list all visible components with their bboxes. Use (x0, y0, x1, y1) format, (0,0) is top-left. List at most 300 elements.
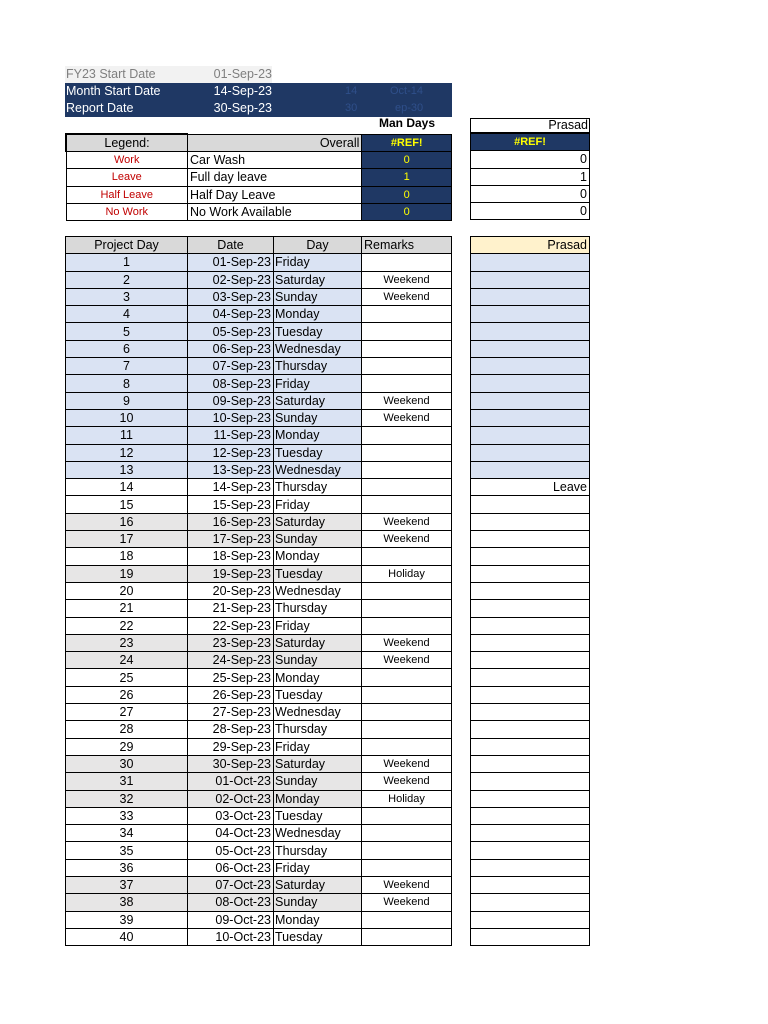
table-row (66, 876, 452, 893)
person-status-cell[interactable] (471, 582, 590, 599)
person-status-cell[interactable] (471, 531, 590, 548)
date-cell: 24-Sep-23 (188, 652, 274, 669)
day-cell: Friday (274, 496, 362, 513)
table-row (471, 773, 590, 790)
day-cell: Friday (274, 738, 362, 755)
project-day-cell: 16 (66, 513, 188, 530)
remarks-cell[interactable] (362, 427, 452, 444)
table-row (66, 392, 452, 409)
table-row (471, 911, 590, 928)
day-cell: Wednesday (274, 461, 362, 478)
remarks-cell[interactable]: Weekend (362, 755, 452, 772)
date-cell: 13-Sep-23 (188, 461, 274, 478)
person-status-cell[interactable] (471, 271, 590, 288)
person-status-cell[interactable] (471, 306, 590, 323)
day-cell: Saturday (274, 392, 362, 409)
project-day-cell: 6 (66, 340, 188, 357)
remarks-cell[interactable] (362, 825, 452, 842)
table-row (471, 876, 590, 893)
remarks-cell[interactable] (362, 582, 452, 599)
day-cell: Friday (274, 375, 362, 392)
table-row (66, 496, 452, 513)
person-status-cell[interactable] (471, 911, 590, 928)
table-row (471, 461, 590, 478)
person-status-cell[interactable] (471, 444, 590, 461)
table-row (471, 825, 590, 842)
date-cell: 07-Sep-23 (188, 358, 274, 375)
table-row (66, 444, 452, 461)
person-status-cell[interactable] (471, 686, 590, 703)
person-status-cell[interactable] (471, 600, 590, 617)
table-row (471, 409, 590, 426)
person-status-cell[interactable] (471, 427, 590, 444)
day-cell: Sunday (274, 531, 362, 548)
date-cell: 15-Sep-23 (188, 496, 274, 513)
month-start-label: Month Start Date (66, 84, 161, 98)
person-status-cell[interactable] (471, 721, 590, 738)
remarks-cell[interactable] (362, 496, 452, 513)
table-row (66, 652, 452, 669)
table-row (66, 704, 452, 721)
person-status-cell[interactable] (471, 928, 590, 945)
project-day-cell: 38 (66, 894, 188, 911)
day-cell: Tuesday (274, 686, 362, 703)
date-cell: 09-Sep-23 (188, 392, 274, 409)
table-row (471, 288, 590, 305)
table-row (471, 790, 590, 807)
remarks-cell[interactable] (362, 358, 452, 375)
person-status-cell[interactable] (471, 790, 590, 807)
day-cell: Sunday (274, 652, 362, 669)
date-cell: 18-Sep-23 (188, 548, 274, 565)
table-row (66, 928, 452, 945)
date-cell: 05-Oct-23 (188, 842, 274, 859)
date-cell: 10-Oct-23 (188, 928, 274, 945)
table-row (471, 807, 590, 824)
date-cell: 05-Sep-23 (188, 323, 274, 340)
remarks-cell[interactable] (362, 911, 452, 928)
legend-desc[interactable]: Full day leave (187, 169, 361, 186)
table-row (471, 496, 590, 513)
remarks-cell[interactable] (362, 617, 452, 634)
table-row (471, 548, 590, 565)
project-day-cell: 31 (66, 773, 188, 790)
remarks-cell[interactable] (362, 254, 452, 271)
remarks-cell[interactable] (362, 686, 452, 703)
table-row (471, 894, 590, 911)
day-cell: Thursday (274, 358, 362, 375)
project-day-cell: 29 (66, 738, 188, 755)
project-day-cell: 19 (66, 565, 188, 582)
table-row (471, 254, 590, 271)
remarks-cell[interactable]: Weekend (362, 288, 452, 305)
day-cell: Wednesday (274, 704, 362, 721)
fy-start-value[interactable]: 01-Sep-23 (187, 66, 272, 83)
table-row (471, 652, 590, 669)
table-row (471, 686, 590, 703)
day-cell: Tuesday (274, 928, 362, 945)
table-row (66, 323, 452, 340)
table-row (66, 375, 452, 392)
project-day-cell: 25 (66, 669, 188, 686)
person-status-cell[interactable] (471, 825, 590, 842)
project-day-cell: 1 (66, 254, 188, 271)
legend-code-no-work: No Work (66, 203, 187, 220)
remarks-cell[interactable] (362, 461, 452, 478)
project-day-cell: 30 (66, 755, 188, 772)
table-row (66, 721, 452, 738)
project-day-cell: 33 (66, 807, 188, 824)
person-total: #REF! (471, 134, 590, 151)
person-count: 1 (471, 168, 590, 185)
table-row (66, 531, 452, 548)
remarks-cell[interactable]: Weekend (362, 876, 452, 893)
table-row (471, 375, 590, 392)
person-status-cell[interactable] (471, 773, 590, 790)
person-status-cell[interactable] (471, 358, 590, 375)
legend-desc[interactable]: Car Wash (187, 152, 361, 169)
report-date-value[interactable]: 30-Sep-23 (213, 101, 272, 115)
legend-code-leave: Leave (66, 169, 187, 186)
day-cell: Thursday (274, 842, 362, 859)
remarks-cell[interactable]: Weekend (362, 634, 452, 651)
day-cell: Monday (274, 548, 362, 565)
person-status-cell[interactable] (471, 738, 590, 755)
project-day-cell: 15 (66, 496, 188, 513)
project-day-cell: 39 (66, 911, 188, 928)
table-row (66, 911, 452, 928)
remarks-cell[interactable]: Weekend (362, 409, 452, 426)
person-status-cell[interactable] (471, 288, 590, 305)
person-status-cell[interactable] (471, 894, 590, 911)
remarks-cell[interactable] (362, 807, 452, 824)
date-cell: 03-Oct-23 (188, 807, 274, 824)
remarks-cell[interactable] (362, 738, 452, 755)
table-row (66, 565, 452, 582)
date-cell: 04-Oct-23 (188, 825, 274, 842)
project-day-cell: 20 (66, 582, 188, 599)
table-row (471, 928, 590, 945)
day-cell: Sunday (274, 288, 362, 305)
person-status-cell[interactable] (471, 496, 590, 513)
date-cell: 26-Sep-23 (188, 686, 274, 703)
ghost-value: 30 (345, 102, 358, 114)
remarks-cell[interactable] (362, 859, 452, 876)
person-status-cell[interactable] (471, 565, 590, 582)
person-count: 0 (471, 203, 590, 220)
remarks-cell[interactable]: Holiday (362, 565, 452, 582)
day-cell: Sunday (274, 409, 362, 426)
date-cell: 12-Sep-23 (188, 444, 274, 461)
col-header-project-day: Project Day (66, 237, 188, 254)
legend-desc[interactable]: Half Day Leave (187, 186, 361, 203)
legend-code-half-leave: Half Leave (66, 186, 187, 203)
table-row (471, 669, 590, 686)
remarks-cell[interactable] (362, 479, 452, 496)
remarks-cell[interactable]: Weekend (362, 513, 452, 530)
date-cell: 01-Oct-23 (188, 773, 274, 790)
table-row (66, 686, 452, 703)
person-status-cell[interactable] (471, 323, 590, 340)
day-cell: Friday (274, 617, 362, 634)
date-cell: 01-Sep-23 (188, 254, 274, 271)
date-cell: 20-Sep-23 (188, 582, 274, 599)
table-row (471, 358, 590, 375)
date-cell: 19-Sep-23 (188, 565, 274, 582)
day-cell: Saturday (274, 634, 362, 651)
ghost-value: ep-30 (395, 102, 424, 114)
table-row (471, 427, 590, 444)
project-day-cell: 35 (66, 842, 188, 859)
project-day-cell: 26 (66, 686, 188, 703)
legend-desc[interactable]: No Work Available (187, 203, 361, 220)
table-row (66, 548, 452, 565)
day-cell: Monday (274, 306, 362, 323)
date-cell: 30-Sep-23 (188, 755, 274, 772)
date-cell: 29-Sep-23 (188, 738, 274, 755)
person-status-cell[interactable] (471, 634, 590, 651)
date-cell: 03-Sep-23 (188, 288, 274, 305)
overall-count: 0 (362, 152, 452, 169)
day-cell: Tuesday (274, 807, 362, 824)
day-cell: Thursday (274, 479, 362, 496)
schedule-table (65, 236, 452, 946)
remarks-cell[interactable]: Weekend (362, 773, 452, 790)
table-row (471, 531, 590, 548)
table-row (66, 358, 452, 375)
date-cell: 08-Oct-23 (188, 894, 274, 911)
remarks-cell[interactable] (362, 548, 452, 565)
report-date-label: Report Date (66, 101, 134, 115)
project-day-cell: 23 (66, 634, 188, 651)
person-status-cell[interactable] (471, 513, 590, 530)
remarks-cell[interactable]: Holiday (362, 790, 452, 807)
date-cell: 06-Oct-23 (188, 859, 274, 876)
person-status-cell[interactable] (471, 254, 590, 271)
project-day-cell: 9 (66, 392, 188, 409)
person-status-cell[interactable] (471, 669, 590, 686)
date-cell: 16-Sep-23 (188, 513, 274, 530)
person-status-cell[interactable] (471, 807, 590, 824)
col-header-person: Prasad (471, 237, 590, 254)
table-row (471, 582, 590, 599)
remarks-cell[interactable]: Weekend (362, 652, 452, 669)
project-day-cell: 8 (66, 375, 188, 392)
project-day-cell: 10 (66, 409, 188, 426)
person-summary-table (470, 133, 590, 220)
project-day-cell: 13 (66, 461, 188, 478)
person-count: 0 (471, 151, 590, 168)
table-row (66, 513, 452, 530)
project-day-cell: 24 (66, 652, 188, 669)
ghost-value: Oct-14 (390, 85, 424, 97)
project-day-cell: 28 (66, 721, 188, 738)
person-status-cell[interactable] (471, 704, 590, 721)
project-day-cell: 27 (66, 704, 188, 721)
remarks-cell[interactable]: Weekend (362, 392, 452, 409)
table-row (471, 513, 590, 530)
person-status-cell[interactable] (471, 859, 590, 876)
person-status-cell[interactable] (471, 375, 590, 392)
day-cell: Friday (274, 859, 362, 876)
table-row (66, 617, 452, 634)
remarks-cell[interactable] (362, 721, 452, 738)
person-status-cell[interactable] (471, 340, 590, 357)
day-cell: Saturday (274, 271, 362, 288)
remarks-cell[interactable] (362, 600, 452, 617)
day-cell: Monday (274, 790, 362, 807)
overall-count: 0 (362, 203, 452, 220)
remarks-cell[interactable] (362, 704, 452, 721)
table-row (471, 600, 590, 617)
table-row (471, 340, 590, 357)
table-row (66, 669, 452, 686)
person-status-cell[interactable] (471, 409, 590, 426)
day-cell: Sunday (274, 773, 362, 790)
table-row (66, 842, 452, 859)
person-status-cell[interactable] (471, 876, 590, 893)
project-day-cell: 2 (66, 271, 188, 288)
day-cell: Monday (274, 911, 362, 928)
overall-total: #REF! (362, 134, 452, 152)
day-cell: Sunday (274, 894, 362, 911)
day-cell: Saturday (274, 755, 362, 772)
table-row (66, 773, 452, 790)
day-cell: Thursday (274, 721, 362, 738)
project-day-cell: 37 (66, 876, 188, 893)
table-row (66, 582, 452, 599)
col-header-date: Date (188, 237, 274, 254)
person-status-cell[interactable]: Leave (471, 479, 590, 496)
remarks-cell[interactable]: Weekend (362, 531, 452, 548)
table-row (66, 254, 452, 271)
remarks-cell[interactable] (362, 375, 452, 392)
table-row (471, 755, 590, 772)
project-day-cell: 7 (66, 358, 188, 375)
date-cell: 28-Sep-23 (188, 721, 274, 738)
remarks-cell[interactable]: Weekend (362, 894, 452, 911)
remarks-cell[interactable] (362, 340, 452, 357)
project-day-cell: 36 (66, 859, 188, 876)
table-row (66, 825, 452, 842)
table-row (471, 721, 590, 738)
date-cell: 02-Sep-23 (188, 271, 274, 288)
table-row (471, 271, 590, 288)
man-days-title: Man Days (378, 116, 436, 130)
overall-count: 0 (362, 186, 452, 203)
legend-table (65, 133, 452, 221)
date-cell: 08-Sep-23 (188, 375, 274, 392)
project-day-cell: 3 (66, 288, 188, 305)
date-cell: 27-Sep-23 (188, 704, 274, 721)
remarks-cell[interactable] (362, 306, 452, 323)
day-cell: Wednesday (274, 340, 362, 357)
date-cell: 11-Sep-23 (188, 427, 274, 444)
person-name-cell[interactable]: Prasad (470, 118, 590, 133)
person-status-cell[interactable] (471, 392, 590, 409)
date-cell: 06-Sep-23 (188, 340, 274, 357)
person-status-cell[interactable] (471, 548, 590, 565)
table-row (471, 323, 590, 340)
person-status-cell[interactable] (471, 617, 590, 634)
person-status-cell[interactable] (471, 842, 590, 859)
overall-label: Overall (187, 134, 361, 152)
date-cell: 25-Sep-23 (188, 669, 274, 686)
date-cell: 23-Sep-23 (188, 634, 274, 651)
day-cell: Wednesday (274, 582, 362, 599)
project-day-cell: 11 (66, 427, 188, 444)
day-cell: Saturday (274, 513, 362, 530)
person-status-cell[interactable] (471, 755, 590, 772)
project-day-cell: 21 (66, 600, 188, 617)
date-cell: 07-Oct-23 (188, 876, 274, 893)
table-row (66, 409, 452, 426)
table-row (471, 306, 590, 323)
person-schedule-table (470, 236, 590, 946)
person-status-cell[interactable] (471, 652, 590, 669)
remarks-cell[interactable] (362, 928, 452, 945)
day-cell: Wednesday (274, 825, 362, 842)
table-row (66, 479, 452, 496)
remarks-cell[interactable]: Weekend (362, 271, 452, 288)
remarks-cell[interactable] (362, 842, 452, 859)
project-day-cell: 17 (66, 531, 188, 548)
table-row (471, 859, 590, 876)
table-row (471, 392, 590, 409)
remarks-cell[interactable] (362, 323, 452, 340)
project-day-cell: 12 (66, 444, 188, 461)
day-cell: Friday (274, 254, 362, 271)
day-cell: Tuesday (274, 444, 362, 461)
project-day-cell: 5 (66, 323, 188, 340)
date-cell: 02-Oct-23 (188, 790, 274, 807)
date-cell: 10-Sep-23 (188, 409, 274, 426)
table-row (66, 790, 452, 807)
table-row (66, 634, 452, 651)
date-cell: 09-Oct-23 (188, 911, 274, 928)
overall-count: 1 (362, 169, 452, 186)
table-row (471, 634, 590, 651)
date-cell: 04-Sep-23 (188, 306, 274, 323)
day-cell: Thursday (274, 600, 362, 617)
person-count: 0 (471, 185, 590, 202)
project-day-cell: 14 (66, 479, 188, 496)
person-status-cell[interactable] (471, 461, 590, 478)
table-row (471, 617, 590, 634)
table-row (471, 479, 590, 496)
date-cell: 17-Sep-23 (188, 531, 274, 548)
project-day-cell: 40 (66, 928, 188, 945)
table-row (66, 807, 452, 824)
table-row (66, 738, 452, 755)
remarks-cell[interactable] (362, 444, 452, 461)
month-start-value[interactable]: 14-Sep-23 (213, 84, 272, 98)
ghost-value: 14 (345, 85, 358, 97)
table-row (66, 859, 452, 876)
date-cell: 14-Sep-23 (188, 479, 274, 496)
table-row (471, 444, 590, 461)
day-cell: Tuesday (274, 323, 362, 340)
remarks-cell[interactable] (362, 669, 452, 686)
day-cell: Monday (274, 669, 362, 686)
legend-code-work: Work (66, 152, 187, 169)
project-day-cell: 18 (66, 548, 188, 565)
date-cell: 22-Sep-23 (188, 617, 274, 634)
fy-start-label: FY23 Start Date (65, 66, 187, 83)
table-row (66, 288, 452, 305)
legend-title: Legend: (66, 134, 187, 152)
table-row (471, 842, 590, 859)
